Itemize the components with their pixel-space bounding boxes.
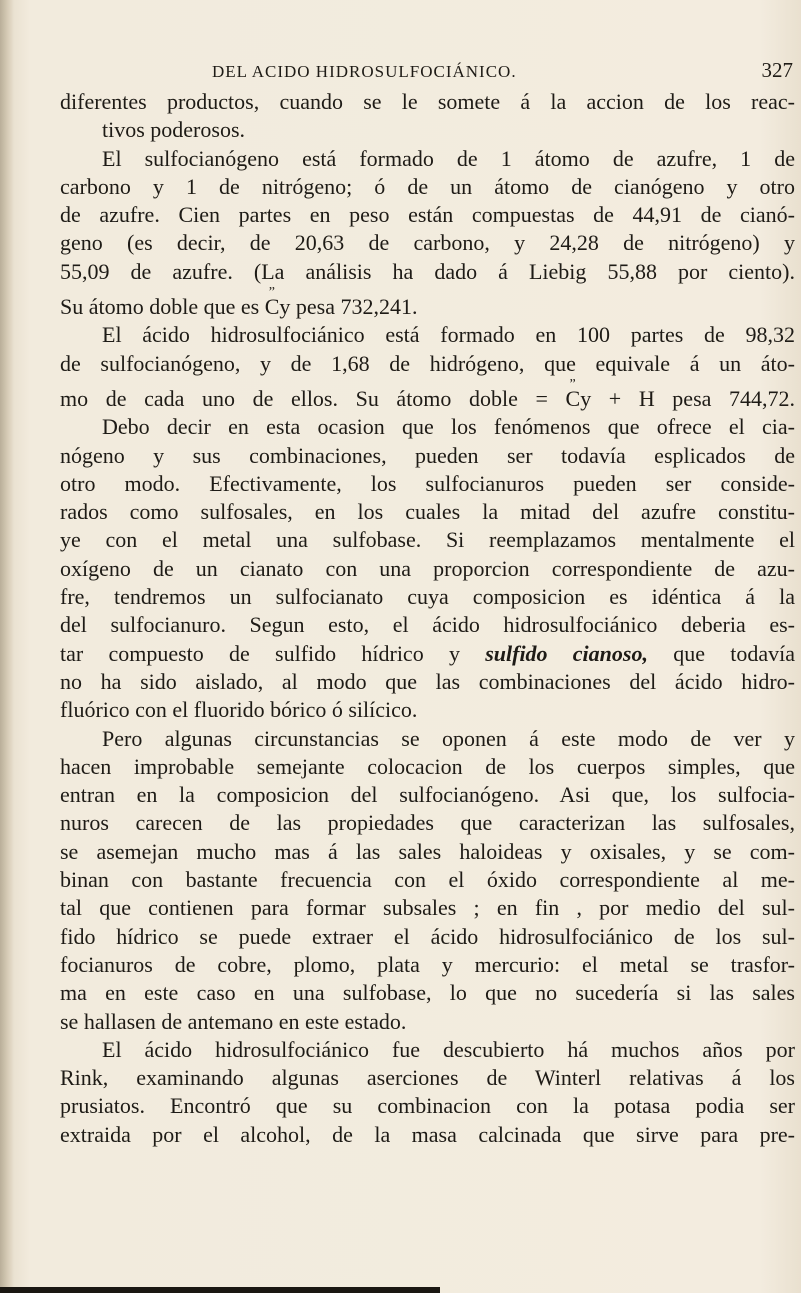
line-text: Su átomo doble que es: [60, 294, 265, 320]
page-body: [60, 88, 795, 1149]
text-line: de azufre. Cien partes en peso están compuestas de 44,91 de cianó-: [60, 202, 795, 228]
text-line: binan con bastante frecuencia con el óxido correspondiente al me-: [60, 867, 795, 893]
text-line: nógeno y sus combinaciones, pueden ser todavía esplicados de: [60, 442, 795, 468]
text-line: otro modo. Efectivamente, los sulfocianuros pueden ser conside-: [60, 470, 795, 496]
text-line: fluórico con el fluorido bórico ó silícico.: [60, 697, 418, 723]
text-line: El sulfocianógeno está formado de 1 átomo de azufre, 1 de: [102, 145, 795, 171]
text-line: [60, 640, 795, 668]
page-binding-edge: [0, 0, 14, 1293]
formula-line: [60, 293, 795, 321]
text-line: Debo decir en esta ocasion que los fenómenos que ofrece el cia-: [102, 414, 795, 440]
line-text: que todavía: [647, 640, 795, 666]
text-line: Rink, examinando algunas aserciones de Winterl relativas á los: [60, 1065, 795, 1091]
text-line: fido hídrico se puede extraer el ácido hidrosulfociánico de los sul-: [60, 923, 795, 949]
text-line: se hallasen de antemano en este estado.: [60, 1008, 407, 1034]
text-line: rados como sulfosales, en los cuales la mitad del azufre constitu-: [60, 499, 795, 525]
text-line: diferentes productos, cuando se le somete á la accion de los reac-: [60, 89, 795, 114]
text-line: entran en la composicion del sulfocianógeno. Asi que, los sulfocia-: [60, 782, 795, 808]
line-text: pesa 732,241.: [290, 294, 418, 320]
line-text: + H pesa 744,72.: [591, 385, 795, 411]
text-line: ye con el metal una sulfobase. Si reemplazamos mentalmente el: [60, 527, 795, 553]
running-head: DEL ACIDO HIDROSULFOCIÁNICO.: [212, 62, 517, 81]
text-line: extraida por el alcohol, de la masa calcinada que sirve para pre-: [60, 1121, 795, 1147]
text-line: 55,09 de azufre. (La análisis ha dado á Liebig 55,88 por ciento).: [60, 258, 795, 284]
formula-symbol: ” Cy: [566, 385, 592, 413]
italic-term: sulfido cianoso,: [485, 640, 648, 666]
text-line: oxígeno de un cianato con una proporcion correspondiente de azu-: [60, 555, 795, 581]
text-line: nuros carecen de las propiedades que caracterizan las sulfosales,: [60, 810, 795, 836]
text-line: El ácido hidrosulfociánico fue descubierto há muchos años por: [102, 1036, 795, 1062]
text-line: fre, tendremos un sulfocianato cuya composicion es idéntica á la: [60, 584, 795, 610]
text-line: hacen improbable semejante colocacion de los cuerpos simples, que: [60, 753, 795, 779]
text-line: Pero algunas circunstancias se oponen á este modo de ver y: [102, 725, 795, 751]
text-line: focianuros de cobre, plomo, plata y mercurio: el metal se trasfor-: [60, 951, 795, 977]
bottom-edge-rule: [0, 1287, 440, 1293]
text-line: tal que contienen para formar subsales ; en fin , por medio del sul-: [60, 895, 795, 921]
line-text: tar compuesto de sulfido hídrico y: [60, 640, 486, 666]
text-line: ma en este caso en una sulfobase, lo que no sucedería si las sales: [60, 980, 795, 1006]
page-header: [60, 58, 795, 88]
formula-line: [60, 385, 795, 413]
text-line: no ha sido aislado, al modo que las combinaciones del ácido hidro-: [60, 668, 795, 694]
text-line: El ácido hidrosulfociánico está formado en 100 partes de 98,32: [102, 322, 795, 348]
page-number: 327: [761, 58, 793, 82]
line-text: mo de cada uno de ellos. Su átomo doble =: [60, 385, 566, 411]
text-line: geno (es decir, de 20,63 de carbono, y 24,28 de nitrógeno) y: [60, 230, 795, 256]
text-line: se asemejan mucho mas á las sales haloideas y oxisales, y se com-: [60, 838, 795, 864]
text-line: del sulfocianuro. Segun esto, el ácido hidrosulfociánico deberia es-: [60, 612, 795, 638]
text-line: de sulfocianógeno, y de 1,68 de hidrógeno, que equivale á un áto-: [60, 350, 795, 376]
text-line: tivos poderosos.: [102, 117, 245, 143]
text-line: carbono y 1 de nitrógeno; ó de un átomo de cianógeno y otro: [60, 173, 795, 199]
formula-symbol: ” Cy: [265, 293, 291, 321]
text-line: prusiatos. Encontró que su combinacion con la potasa podia ser: [60, 1093, 795, 1119]
